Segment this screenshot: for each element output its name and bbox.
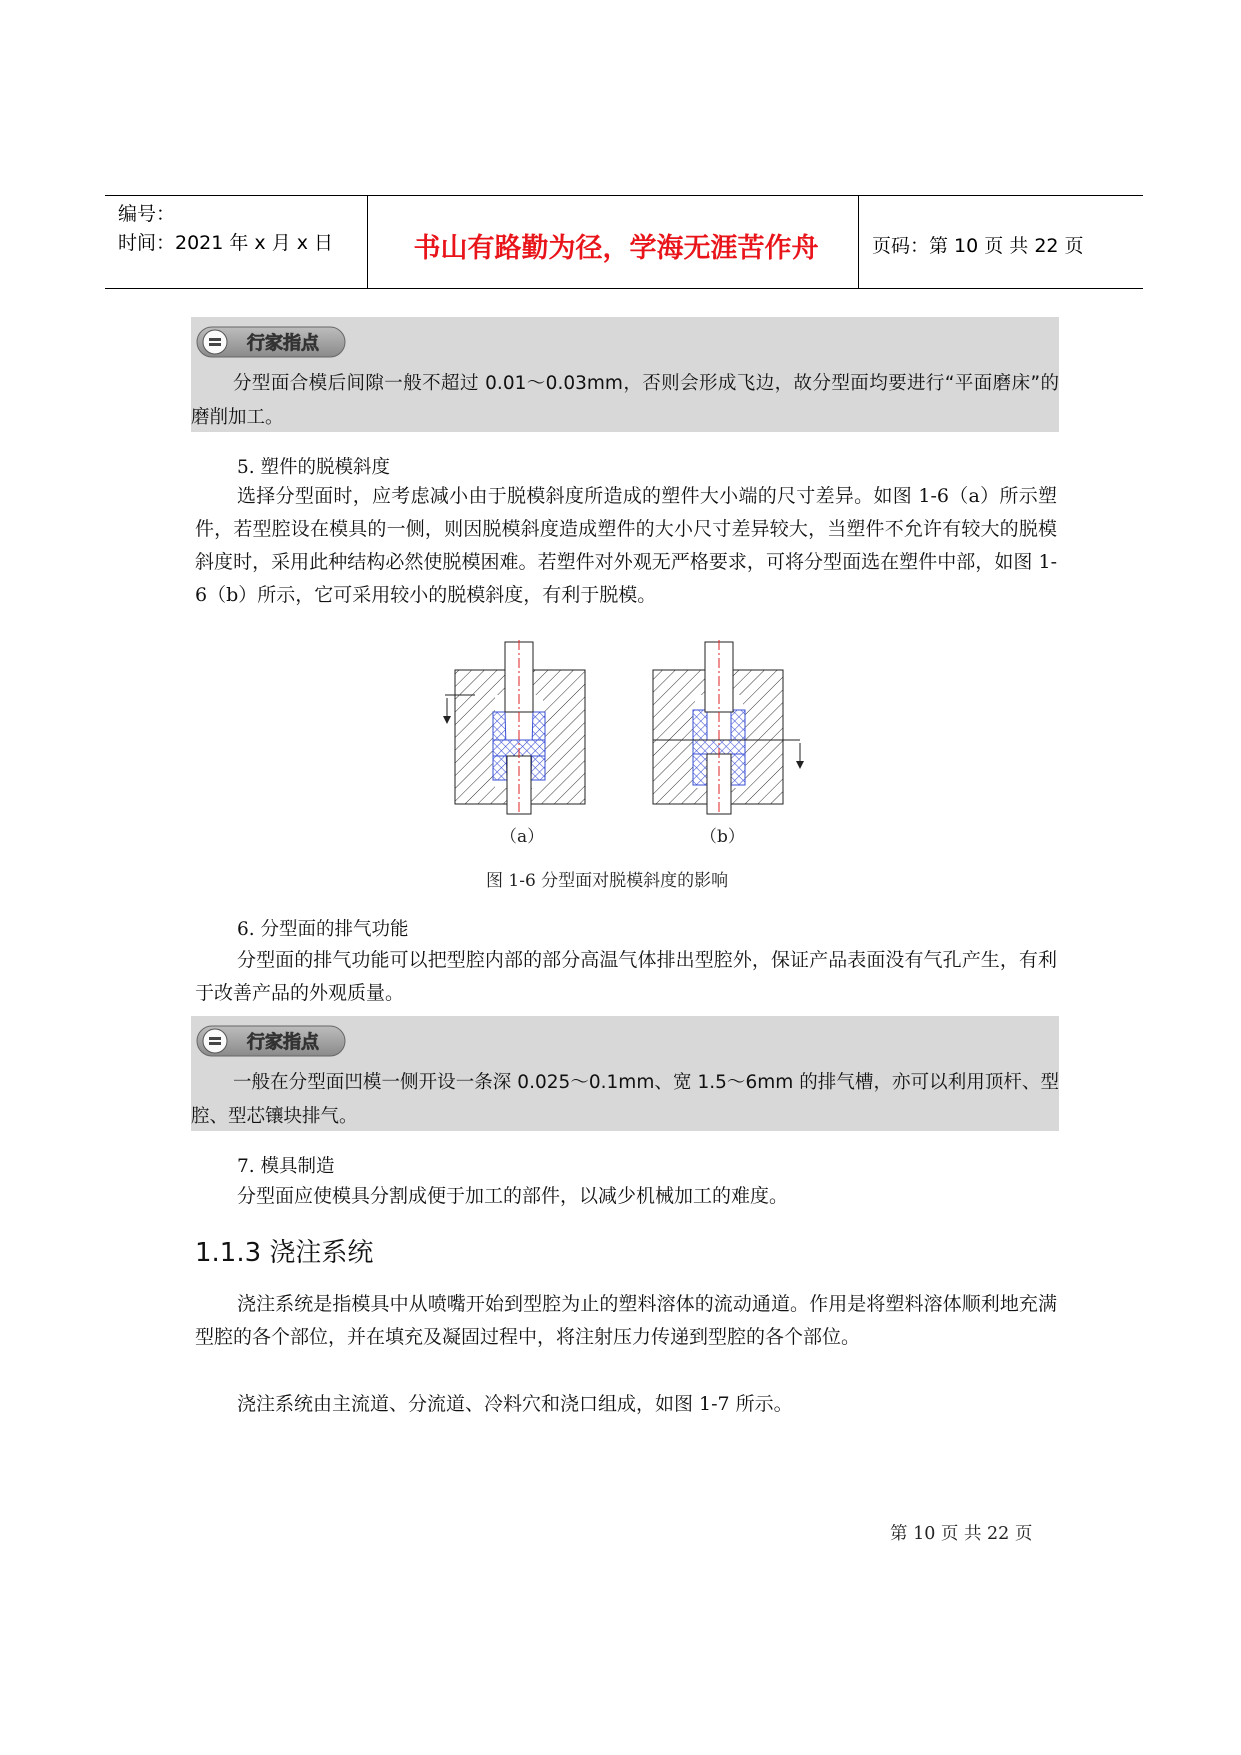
tip-badge-icon <box>195 321 349 363</box>
item-5-heading: 5. 塑件的脱模斜度 <box>237 457 391 478</box>
svg-text:行家指点: 行家指点 <box>247 333 319 354</box>
item-5-body: 选择分型面时，应考虑减小由于脱模斜度所造成的塑件大小端的尺寸差异。如图 1-6（a）所示塑件，若型腔设在模具的一侧，则因脱模斜度造成塑件的大小尺寸差异较大，当塑件不允许有较大的脱模斜度时，采用此种结构必然使脱模困难。若塑件对外观无严格要求，可将分型面选在塑件中部，如图 1-6（b）所示，它可采用较小的脱模斜度，有利于脱模。 <box>195 485 1057 606</box>
header-motto: 书山有路勤为径，学海无涯苦作舟 <box>413 233 819 264</box>
date-label: 时间：2021 年 x 月 x 日 <box>118 232 334 254</box>
item-7-heading: 7. 模具制造 <box>237 1156 335 1177</box>
header-bottom-rule <box>105 288 1143 289</box>
item-6-heading: 6. 分型面的排气功能 <box>237 919 409 940</box>
figure-1-6-diagram <box>425 640 820 815</box>
tip-2-text: 一般在分型面凹模一侧开设一条深 0.025～0.1mm、宽 1.5～6mm 的排气槽，亦可以利用顶杆、型腔、型芯镶块排气。 <box>191 1072 1059 1127</box>
figure-b <box>653 640 804 815</box>
figure-caption: 图 1-6 分型面对脱模斜度的影响 <box>486 871 729 891</box>
tip-badge-icon <box>195 1020 349 1062</box>
section-title: 1.1.3 浇注系统 <box>195 1238 374 1268</box>
header-meta <box>118 200 333 258</box>
tip-box-2 <box>191 1016 1059 1131</box>
header-top-rule <box>105 195 1143 196</box>
page-footer: 第 10 页 共 22 页 <box>890 1524 1033 1544</box>
figure-label-b: （b） <box>700 827 745 847</box>
section-para-1: 浇注系统是指模具中从喷嘴开始到型腔为止的塑料溶体的流动通道。作用是将塑料溶体顺利地充满型腔的各个部位，并在填充及凝固过程中，将注射压力传递到型腔的各个部位。 <box>195 1293 1057 1348</box>
figure-a <box>443 640 585 815</box>
tip-box-1 <box>191 317 1059 432</box>
item-7-body: 分型面应使模具分割成便于加工的部件，以减少机械加工的难度。 <box>237 1185 789 1207</box>
tip-1-text: 分型面合模后间隙一般不超过 0.01～0.03mm，否则会形成飞边，故分型面均要进行“平面磨床”的磨削加工。 <box>191 373 1059 428</box>
header-divider-left <box>367 195 368 288</box>
section-para-2: 浇注系统由主流道、分流道、冷料穴和浇口组成，如图 1-7 所示。 <box>237 1393 793 1415</box>
header-page-label: 页码：第 10 页 共 22 页 <box>872 235 1084 257</box>
figure-label-a: （a） <box>500 827 545 847</box>
svg-text:行家指点: 行家指点 <box>247 1032 319 1053</box>
number-label: 编号： <box>118 203 176 225</box>
item-6-body: 分型面的排气功能可以把型腔内部的部分高温气体排出型腔外，保证产品表面没有气孔产生，有利于改善产品的外观质量。 <box>195 949 1057 1004</box>
